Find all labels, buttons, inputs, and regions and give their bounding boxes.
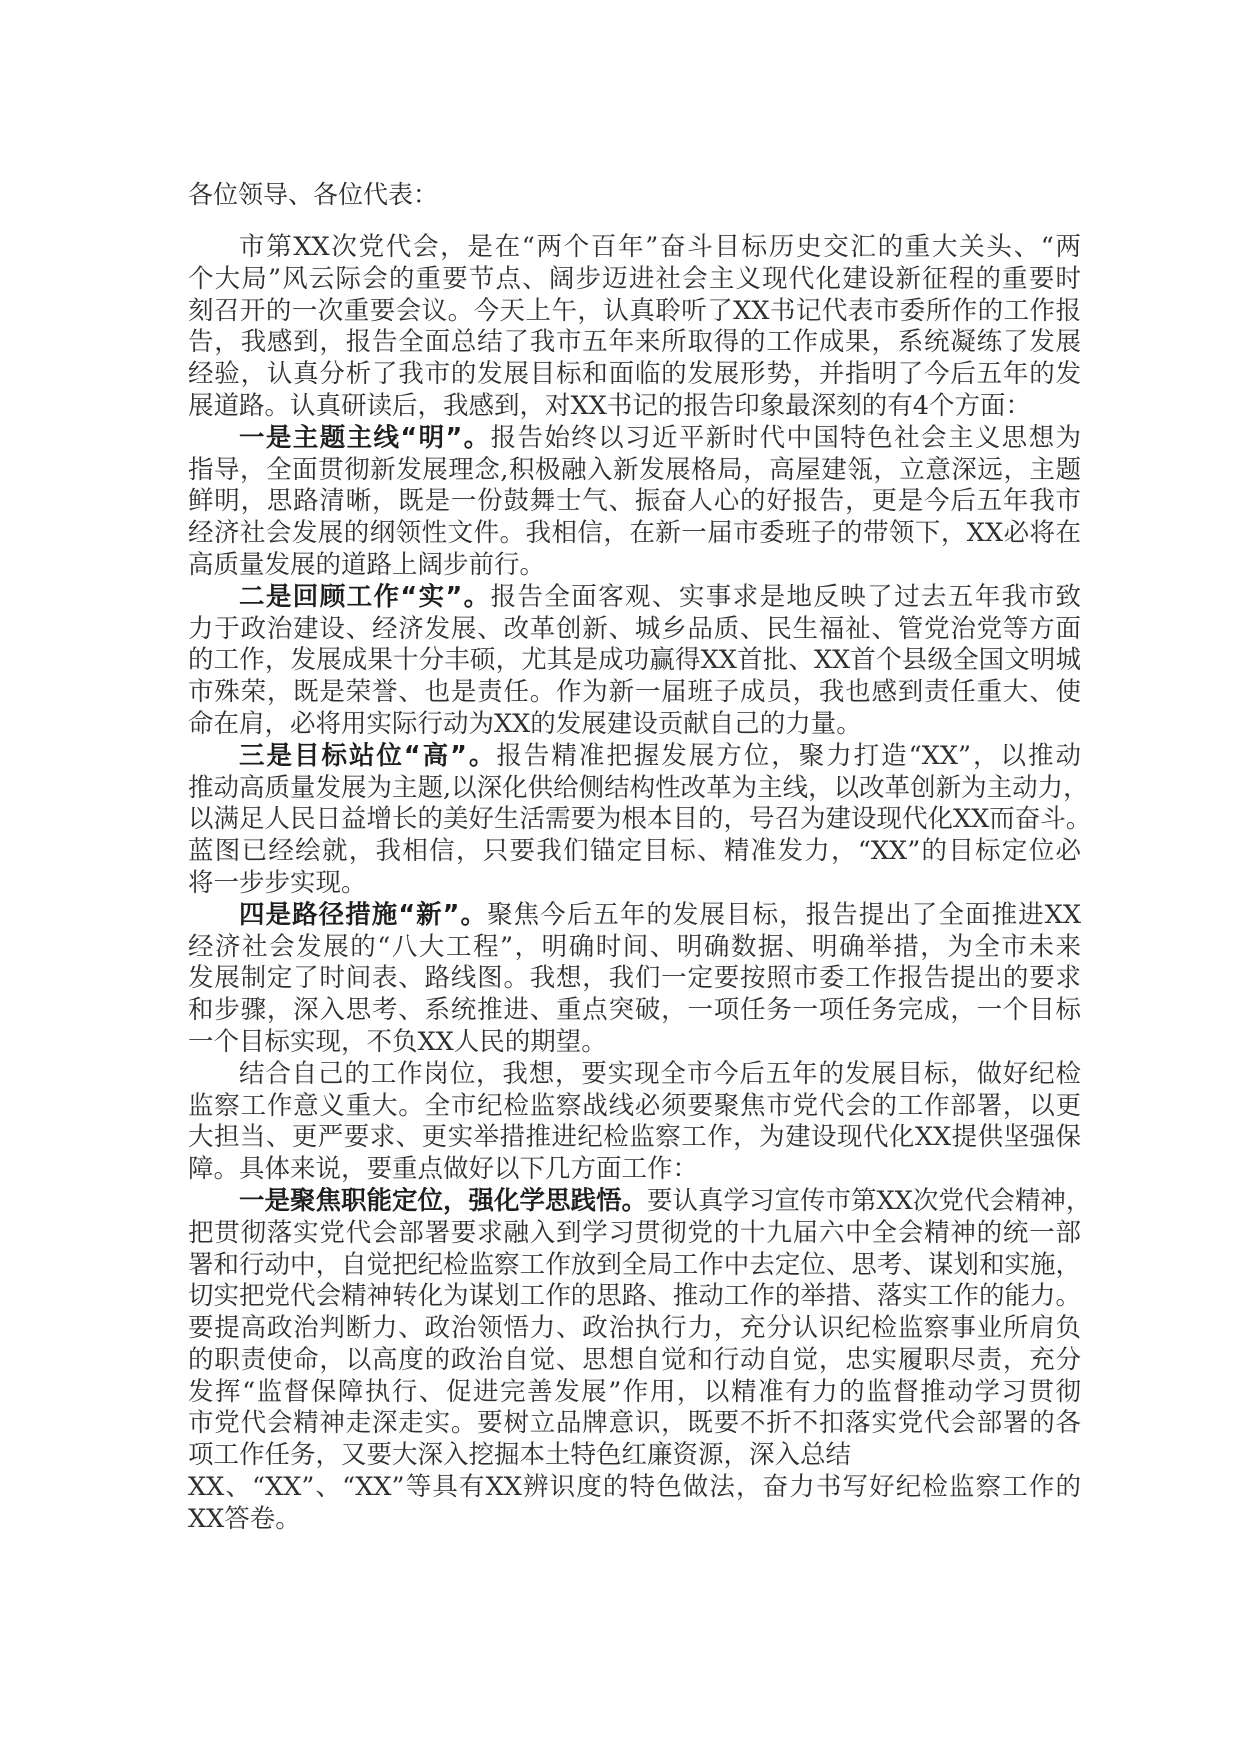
text-line	[188, 1027, 1081, 1059]
line-text: 鲜明，思路清晰，既是一份鼓舞士气、振奋人心的好报告，更是今后五年我市	[188, 486, 1081, 517]
text-line	[188, 423, 1081, 455]
text-line	[188, 1313, 1081, 1345]
line-text: 展道路。认真研读后，我感到，对XX书记的报告印象最深刻的有4个方面：	[188, 390, 1032, 421]
paragraph	[188, 232, 1081, 423]
line-text: 的工作，发展成果十分丰硕，尤其是成功赢得XX首批、XX首个县级全国文明城	[188, 645, 1081, 676]
line-text: 项工作任务，又要大深入挖掘本土特色红廉资源，深入总结	[188, 1440, 852, 1471]
line-text: 报告始终以习近平新时代中国特色社会主义思想为	[490, 422, 1081, 453]
text-line	[188, 1059, 1081, 1091]
line-text: 报告全面客观、实事求是地反映了过去五年我市致	[490, 581, 1081, 612]
text-line	[188, 932, 1081, 964]
text-line	[188, 455, 1081, 487]
text-line	[188, 1281, 1081, 1313]
line-text: 障。具体来说，要重点做好以下几方面工作：	[188, 1154, 699, 1185]
line-text: 以满足人民日益增长的美好生活需要为根本目的，号召为建设现代化XX而奋斗。	[188, 804, 1092, 835]
text-line	[188, 1154, 1081, 1186]
text-line	[188, 614, 1081, 646]
text-line	[188, 709, 1081, 741]
line-text: 市第XX次党代会，是在“两个百年”奋斗目标历史交汇的重大关头、“两	[239, 232, 1081, 262]
text-line	[188, 1185, 1092, 1218]
line-text: 聚焦今后五年的发展目标，报告提出了全面推进XX	[487, 899, 1081, 930]
line-text: 和步骤，深入思考、系统推进、重点突破，一项任务一项任务完成，一个目标	[188, 995, 1081, 1026]
text-line	[188, 518, 1081, 550]
text-line	[188, 1377, 1081, 1409]
line-text: 高质量发展的道路上阔步前行。	[188, 549, 546, 580]
line-text: 个大局”风云际会的重要节点、阔步迈进社会主义现代化建设新征程的重要时	[188, 263, 1081, 294]
text-line	[188, 1504, 1081, 1536]
line-text: 市殊荣，既是荣誉、也是责任。作为新一届班子成员，我也感到责任重大、使	[188, 677, 1081, 708]
paragraph	[188, 1185, 1092, 1536]
text-line	[188, 1250, 1081, 1282]
line-text: 命在肩，必将用实际行动为XX的发展建设贡献自己的力量。	[188, 708, 862, 739]
text-line	[188, 677, 1081, 709]
paragraph	[188, 423, 1081, 582]
text-line	[188, 1345, 1081, 1377]
line-text: 切实把党代会精神转化为谋划工作的思路、推动工作的举措、落实工作的能力。	[188, 1281, 1081, 1312]
text-line	[188, 995, 1081, 1027]
text-line	[188, 1440, 1081, 1472]
bold-lead: 二是回顾工作“实”。	[239, 581, 491, 612]
line-text: XX、“XX”、“XX”等具有XX辨识度的特色做法，奋力书写好纪检监察工作的	[188, 1472, 1081, 1503]
text-line	[188, 1122, 1081, 1154]
line-text: 告，我感到，报告全面总结了我市五年来所取得的工作成果，系统凝练了发展	[188, 327, 1081, 358]
paragraph	[188, 900, 1081, 1059]
line-text: 刻召开的一次重要会议。今天上午，认真聆听了XX书记代表市委所作的工作报	[188, 295, 1081, 326]
text-line	[188, 1408, 1081, 1440]
line-text: 的职责使命，以高度的政治自觉、思想自觉和行动自觉，忠实履职尽责，充分	[188, 1344, 1081, 1375]
line-text: 推动高质量发展为主题,以深化供给侧结构性改革为主线，以改革创新为主动力，	[188, 772, 1089, 803]
text-line	[188, 804, 1092, 836]
bold-lead: 一是主题主线“明”。	[239, 422, 491, 453]
line-text: 指导，全面贯彻新发展理念,积极融入新发展格局，高屋建瓴，立意深远，主题	[188, 454, 1081, 485]
text-line	[188, 836, 1081, 868]
paragraph	[188, 740, 1092, 900]
paragraph	[188, 1059, 1081, 1186]
text-line	[188, 232, 1081, 264]
text-line	[188, 264, 1081, 296]
salutation-heading: 各位领导、各位代表：	[188, 180, 439, 209]
line-text: 监察工作意义重大。全市纪检监察战线必须要聚焦市党代会的工作部署，以更	[188, 1090, 1081, 1121]
text-line	[188, 359, 1081, 391]
line-text: XX答卷。	[188, 1503, 301, 1534]
line-text: 经验，认真分析了我市的发展目标和面临的发展形势，并指明了今后五年的发	[188, 359, 1081, 390]
line-text: 发挥“监督保障执行、促进完善发展”作用，以精准有力的监督推动学习贯彻	[188, 1376, 1081, 1407]
bold-lead: 四是路径措施“新”。	[239, 899, 488, 930]
line-text: 市党代会精神走深走实。要树立品牌意识，既要不折不扣落实党代会部署的各	[188, 1408, 1081, 1439]
text-line	[188, 296, 1081, 328]
text-line	[188, 1218, 1081, 1250]
text-line	[188, 327, 1081, 359]
text-line	[188, 868, 1081, 900]
document-body	[188, 232, 1092, 1536]
text-line	[188, 772, 1089, 805]
line-text: 将一步步实现。	[188, 867, 367, 898]
text-line	[188, 963, 1081, 995]
text-line	[188, 900, 1081, 932]
line-text: 经济社会发展的纲领性文件。我相信，在新一届市委班子的带领下，XX必将在	[188, 518, 1081, 549]
line-text: 发展制定了时间表、路线图。我想，我们一定要按照市委工作报告提出的要求	[188, 963, 1081, 994]
text-line	[188, 1091, 1081, 1123]
line-text: 要认真学习宣传市第XX次党代会精神，	[647, 1185, 1092, 1216]
bold-lead: 三是目标站位“高”。	[239, 740, 497, 771]
bold-lead: 一是聚焦职能定位，强化学思践悟。	[239, 1185, 648, 1216]
text-line	[188, 486, 1081, 518]
line-text: 把贯彻落实党代会部署要求融入到学习贯彻党的十九届六中全会精神的统一部	[188, 1217, 1081, 1248]
line-text: 署和行动中，自觉把纪检监察工作放到全局工作中去定位、思考、谋划和实施，	[188, 1249, 1081, 1280]
text-line	[188, 550, 1081, 582]
text-line	[188, 741, 1081, 773]
line-text: 大担当、更严要求、更实举措推进纪检监察工作，为建设现代化XX提供坚强保	[188, 1122, 1081, 1153]
text-line	[188, 645, 1081, 677]
line-text: 报告精准把握发展方位，聚力打造“XX”，以推动	[496, 740, 1081, 771]
paragraph	[188, 582, 1081, 741]
line-text: 要提高政治判断力、政治领悟力、政治执行力，充分认识纪检监察事业所肩负	[188, 1313, 1081, 1344]
line-text: 结合自己的工作岗位，我想，要实现全市今后五年的发展目标，做好纪检	[239, 1058, 1081, 1089]
text-line	[188, 582, 1081, 614]
line-text: 蓝图已经绘就，我相信，只要我们锚定目标、精准发力，“XX”的目标定位必	[188, 836, 1081, 867]
line-text: 一个目标实现，不负XX人民的期望。	[188, 1026, 607, 1057]
text-line	[188, 391, 1081, 423]
line-text: 力于政治建设、经济发展、改革创新、城乡品质、民生福祉、管党治党等方面	[188, 613, 1081, 644]
text-line	[188, 1472, 1081, 1504]
line-text: 经济社会发展的“八大工程”，明确时间、明确数据、明确举措，为全市未来	[188, 931, 1081, 962]
